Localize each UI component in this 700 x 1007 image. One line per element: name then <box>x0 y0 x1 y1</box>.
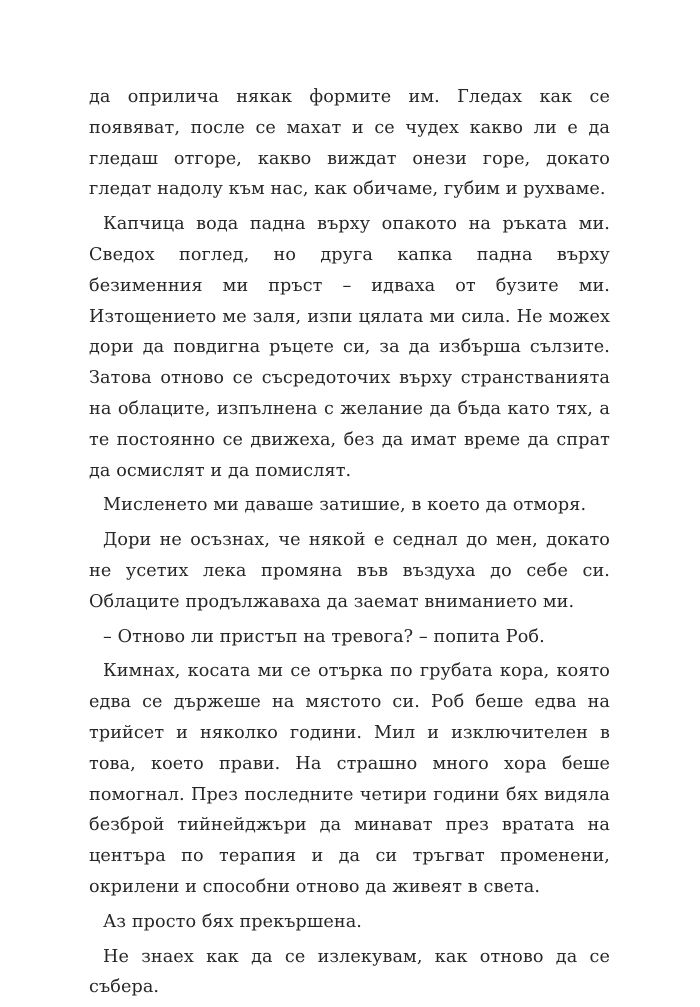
paragraph: Не знаех как да се излекувам, как отново да се събера. <box>89 946 610 998</box>
paragraph: Дори не осъзнах, че някой е седнал до мен, докато не усетих лека промяна във въздуха до себе си. Облаците продължаваха да заемат вниманието ми. <box>89 530 610 612</box>
paragraph: Аз просто бях прекършена. <box>103 911 363 932</box>
paragraph: Капчица вода падна върху опакото на ръката ми. Сведох поглед, но друга капка падна върху безименния ми пръст – идваха от бузите ми. Изтощението ме заля, изпи цялата ми сила. Не можех дори да повдигна ръцете си, за да избърша сълзите. Затова отново се съсредоточих върху странстванията на облаците, изпълнена с желание да бъда като тях, а те постоянно се движеха, без да имат време да спрат да осмислят и да помислят. <box>89 214 610 481</box>
paragraph: Мисленето ми даваше затишие, в което да отморя. <box>103 495 587 516</box>
paragraph: Кимнах, косата ми се отърка по грубата кора, която едва се държеше на мястото си. Роб беше едва на трийсет и няколко години. Мил и изключителен в това, което прави. На страшно много хора беше помогнал. През последните четири години бях видяла безброй тийнейджъри да минават през вратата на центъра по терапия и да си тръгват променени, окрилени и способни отново да живеят в света. <box>89 661 610 897</box>
dialogue-paragraph: – Отново ли пристъп на тревога? – попита Роб. <box>103 626 545 647</box>
paragraph: да оприлича някак формите им. Гледах как се появяват, после се махат и се чудех какво ли е да гледаш отгоре, какво виждат онези горе, докато гледат надолу към нас, как обичаме, губим и рухваме. <box>89 87 610 200</box>
book-page <box>89 82 610 1007</box>
